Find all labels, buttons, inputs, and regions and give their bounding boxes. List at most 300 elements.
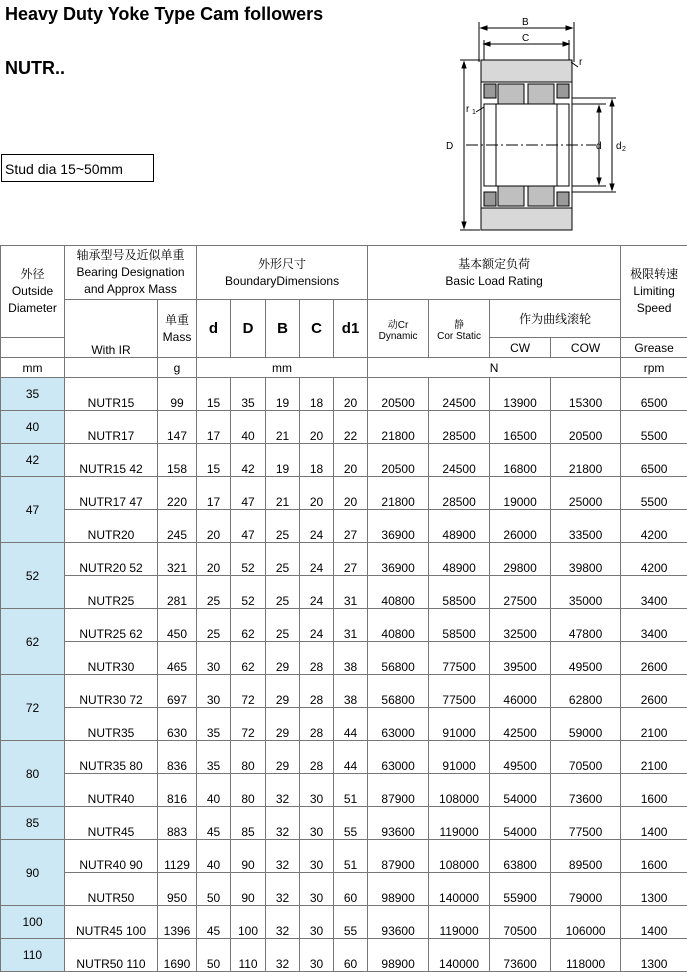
cell-speed: 1400 xyxy=(621,906,687,939)
outside-diameter-header xyxy=(1,246,65,338)
cell-mass: 1129 xyxy=(158,840,197,873)
cell-speed: 1600 xyxy=(621,840,687,873)
label-r1: r xyxy=(466,104,470,115)
unit-load: N xyxy=(368,358,621,378)
cell-mass: 816 xyxy=(158,774,197,807)
cell-B: 21 xyxy=(266,411,300,444)
label-r1-sub: 1 xyxy=(472,109,476,116)
cell-d: 17 xyxy=(197,411,231,444)
cell-cw: 73600 xyxy=(490,939,551,972)
cell-cor: 48900 xyxy=(429,543,490,576)
cell-d: 40 xyxy=(197,840,231,873)
cell-d1: 55 xyxy=(334,807,368,840)
cell-mass: 245 xyxy=(158,510,197,543)
cell-C: 28 xyxy=(300,741,334,774)
cell-cw: 70500 xyxy=(490,906,551,939)
outside-diameter-cell: 110 xyxy=(1,939,65,972)
cell-cor: 77500 xyxy=(429,642,490,675)
outside-diameter-cell: 100 xyxy=(1,906,65,939)
desig-en2: and Approx Mass xyxy=(65,281,196,298)
outside-diameter-cell: 52 xyxy=(1,543,65,609)
cell-speed: 3400 xyxy=(621,576,687,609)
cell-cow: 15300 xyxy=(551,378,621,411)
cell-C: 28 xyxy=(300,708,334,741)
cell-cor: 140000 xyxy=(429,939,490,972)
cell-cor: 28500 xyxy=(429,477,490,510)
cell-d1: 27 xyxy=(334,543,368,576)
od-en2: Diameter xyxy=(1,300,64,317)
cell-mass: 321 xyxy=(158,543,197,576)
page-title: Heavy Duty Yoke Type Cam followers xyxy=(5,4,323,25)
cell-D: 90 xyxy=(231,840,266,873)
curve-roller-header: 作为曲线滚轮 xyxy=(490,300,621,338)
desig-cn: 轴承型号及近似单重 xyxy=(65,247,196,264)
cell-d: 35 xyxy=(197,708,231,741)
cell-cow: 77500 xyxy=(551,807,621,840)
cell-B: 32 xyxy=(266,807,300,840)
limiting-speed-header xyxy=(621,246,687,338)
table-row xyxy=(1,939,687,972)
cell-desig: NUTR25 62 xyxy=(65,609,158,642)
stat-en: Cor Static xyxy=(429,331,489,342)
cell-d1: 55 xyxy=(334,906,368,939)
cell-cw: 19000 xyxy=(490,477,551,510)
cell-mass: 158 xyxy=(158,444,197,477)
cell-cr: 21800 xyxy=(368,411,429,444)
cell-B: 32 xyxy=(266,906,300,939)
cell-B: 19 xyxy=(266,378,300,411)
cell-cw: 55900 xyxy=(490,873,551,906)
dyn-en: Dynamic xyxy=(368,331,428,342)
cell-cr: 36900 xyxy=(368,510,429,543)
table-row xyxy=(1,906,687,939)
cell-D: 35 xyxy=(231,378,266,411)
cell-cr: 40800 xyxy=(368,576,429,609)
cell-cow: 89500 xyxy=(551,840,621,873)
cell-d: 25 xyxy=(197,576,231,609)
cell-desig: NUTR20 xyxy=(65,510,158,543)
cell-cr: 40800 xyxy=(368,609,429,642)
cell-C: 30 xyxy=(300,840,334,873)
cell-desig: NUTR15 xyxy=(65,378,158,411)
cell-speed: 6500 xyxy=(621,378,687,411)
cell-cow: 79000 xyxy=(551,873,621,906)
cell-cor: 24500 xyxy=(429,444,490,477)
cell-cor: 77500 xyxy=(429,675,490,708)
cell-speed: 2600 xyxy=(621,642,687,675)
cell-D: 62 xyxy=(231,609,266,642)
mass-en: Mass xyxy=(158,329,196,346)
cell-D: 40 xyxy=(231,411,266,444)
col-B: B xyxy=(266,300,300,358)
cell-d: 17 xyxy=(197,477,231,510)
cell-cr: 87900 xyxy=(368,774,429,807)
cell-cor: 48900 xyxy=(429,510,490,543)
load-rating-header xyxy=(368,246,621,300)
cell-speed: 6500 xyxy=(621,444,687,477)
cell-speed: 3400 xyxy=(621,609,687,642)
cell-desig: NUTR40 xyxy=(65,774,158,807)
cell-cor: 91000 xyxy=(429,708,490,741)
cell-cw: 13900 xyxy=(490,378,551,411)
cell-mass: 883 xyxy=(158,807,197,840)
cell-desig: NUTR45 100 xyxy=(65,906,158,939)
cell-mass: 950 xyxy=(158,873,197,906)
cell-speed: 1300 xyxy=(621,939,687,972)
cell-B: 32 xyxy=(266,774,300,807)
cell-desig: NUTR50 xyxy=(65,873,158,906)
cell-B: 19 xyxy=(266,444,300,477)
table-body xyxy=(1,246,687,972)
cell-desig: NUTR17 xyxy=(65,411,158,444)
cell-speed: 4200 xyxy=(621,543,687,576)
cell-cw: 29800 xyxy=(490,543,551,576)
cell-d: 50 xyxy=(197,939,231,972)
cell-mass: 450 xyxy=(158,609,197,642)
cell-cr: 56800 xyxy=(368,642,429,675)
col-d: d xyxy=(197,300,231,358)
cell-C: 20 xyxy=(300,411,334,444)
mass-header xyxy=(158,300,197,358)
cell-d1: 38 xyxy=(334,675,368,708)
cell-cw: 49500 xyxy=(490,741,551,774)
cell-desig: NUTR45 xyxy=(65,807,158,840)
cell-D: 110 xyxy=(231,939,266,972)
cell-cw: 63800 xyxy=(490,840,551,873)
cell-cw: 54000 xyxy=(490,807,551,840)
table-row xyxy=(1,378,687,411)
unit-speed: rpm xyxy=(621,358,687,378)
cell-B: 32 xyxy=(266,840,300,873)
cell-B: 32 xyxy=(266,873,300,906)
cell-cow: 59000 xyxy=(551,708,621,741)
cell-B: 25 xyxy=(266,609,300,642)
bearing-cross-section-drawing xyxy=(436,12,646,242)
cell-d1: 31 xyxy=(334,609,368,642)
cell-cr: 93600 xyxy=(368,906,429,939)
cell-C: 30 xyxy=(300,774,334,807)
label-d2-sub: 2 xyxy=(622,146,626,153)
label-B: B xyxy=(522,17,529,28)
cell-C: 28 xyxy=(300,642,334,675)
cell-cor: 108000 xyxy=(429,774,490,807)
cell-cow: 47800 xyxy=(551,609,621,642)
designation-header xyxy=(65,246,197,300)
cell-d1: 51 xyxy=(334,774,368,807)
outside-diameter-cell: 35 xyxy=(1,378,65,411)
cell-desig: NUTR30 72 xyxy=(65,675,158,708)
table-row xyxy=(1,576,687,609)
cell-D: 47 xyxy=(231,510,266,543)
mass-cn: 单重 xyxy=(158,312,196,329)
cell-C: 24 xyxy=(300,510,334,543)
cell-speed: 2100 xyxy=(621,708,687,741)
static-header xyxy=(429,300,490,358)
cell-speed: 2600 xyxy=(621,675,687,708)
cell-cor: 28500 xyxy=(429,411,490,444)
cell-speed: 1300 xyxy=(621,873,687,906)
cell-C: 18 xyxy=(300,378,334,411)
cell-d: 30 xyxy=(197,675,231,708)
cell-d1: 44 xyxy=(334,741,368,774)
cell-C: 30 xyxy=(300,807,334,840)
outside-diameter-cell: 42 xyxy=(1,444,65,477)
cell-cow: 73600 xyxy=(551,774,621,807)
cell-d1: 31 xyxy=(334,576,368,609)
cell-C: 30 xyxy=(300,873,334,906)
cell-cr: 63000 xyxy=(368,741,429,774)
cell-cor: 24500 xyxy=(429,378,490,411)
cell-d: 15 xyxy=(197,378,231,411)
cell-D: 80 xyxy=(231,774,266,807)
cell-speed: 1400 xyxy=(621,807,687,840)
cell-d1: 20 xyxy=(334,378,368,411)
cell-D: 52 xyxy=(231,576,266,609)
cell-mass: 1690 xyxy=(158,939,197,972)
bound-en: BoundaryDimensions xyxy=(197,273,367,290)
cell-d: 40 xyxy=(197,774,231,807)
cell-desig: NUTR40 90 xyxy=(65,840,158,873)
cell-mass: 147 xyxy=(158,411,197,444)
cell-B: 25 xyxy=(266,543,300,576)
table-row xyxy=(1,675,687,708)
od-cn: 外径 xyxy=(1,266,64,283)
outside-diameter-cell: 47 xyxy=(1,477,65,543)
cell-cr: 98900 xyxy=(368,873,429,906)
table-row xyxy=(1,807,687,840)
cell-cor: 119000 xyxy=(429,807,490,840)
cell-cw: 16800 xyxy=(490,444,551,477)
od-blank xyxy=(1,338,65,358)
speed-en2: Speed xyxy=(621,300,687,317)
cell-d1: 20 xyxy=(334,477,368,510)
cell-cr: 98900 xyxy=(368,939,429,972)
cell-cow: 33500 xyxy=(551,510,621,543)
table-row xyxy=(1,741,687,774)
cell-C: 20 xyxy=(300,477,334,510)
cell-C: 28 xyxy=(300,675,334,708)
cell-d1: 20 xyxy=(334,444,368,477)
cell-cow: 106000 xyxy=(551,906,621,939)
cell-D: 85 xyxy=(231,807,266,840)
col-C: C xyxy=(300,300,334,358)
cell-d1: 51 xyxy=(334,840,368,873)
cell-cow: 35000 xyxy=(551,576,621,609)
col-d1: d1 xyxy=(334,300,368,358)
cell-d: 20 xyxy=(197,543,231,576)
cell-cr: 20500 xyxy=(368,444,429,477)
cell-B: 32 xyxy=(266,939,300,972)
dynamic-header xyxy=(368,300,429,358)
cell-B: 25 xyxy=(266,576,300,609)
cell-C: 24 xyxy=(300,543,334,576)
cell-cr: 20500 xyxy=(368,378,429,411)
cell-cow: 62800 xyxy=(551,675,621,708)
outside-diameter-cell: 62 xyxy=(1,609,65,675)
cell-cr: 21800 xyxy=(368,477,429,510)
cell-d: 50 xyxy=(197,873,231,906)
cell-desig: NUTR20 52 xyxy=(65,543,158,576)
cell-cw: 46000 xyxy=(490,675,551,708)
desig-en1: Bearing Designation xyxy=(65,264,196,281)
cell-desig: NUTR25 xyxy=(65,576,158,609)
table-row xyxy=(1,708,687,741)
cell-mass: 630 xyxy=(158,708,197,741)
cell-D: 72 xyxy=(231,708,266,741)
table-row xyxy=(1,774,687,807)
label-C: C xyxy=(522,33,529,44)
col-cw: CW xyxy=(490,338,551,358)
cell-B: 29 xyxy=(266,708,300,741)
cell-d: 25 xyxy=(197,609,231,642)
col-D: D xyxy=(231,300,266,358)
cell-D: 52 xyxy=(231,543,266,576)
cell-D: 100 xyxy=(231,906,266,939)
speed-en1: Limiting xyxy=(621,283,687,300)
cell-B: 21 xyxy=(266,477,300,510)
outside-diameter-cell: 80 xyxy=(1,741,65,807)
cell-cor: 58500 xyxy=(429,609,490,642)
cell-speed: 2100 xyxy=(621,741,687,774)
cell-D: 72 xyxy=(231,675,266,708)
unit-mass: g xyxy=(158,358,197,378)
boundary-dimensions-header xyxy=(197,246,368,300)
table-row xyxy=(1,873,687,906)
cell-cw: 26000 xyxy=(490,510,551,543)
cell-d1: 22 xyxy=(334,411,368,444)
with-ir-header: With IR xyxy=(65,300,158,358)
cell-cw: 16500 xyxy=(490,411,551,444)
cell-cw: 54000 xyxy=(490,774,551,807)
cell-cow: 20500 xyxy=(551,411,621,444)
unit-desig-blank xyxy=(65,358,158,378)
load-en: Basic Load Rating xyxy=(368,273,620,290)
cell-C: 24 xyxy=(300,576,334,609)
cell-cor: 140000 xyxy=(429,873,490,906)
cell-d1: 27 xyxy=(334,510,368,543)
cell-cow: 118000 xyxy=(551,939,621,972)
cell-mass: 99 xyxy=(158,378,197,411)
page-header xyxy=(0,0,687,245)
cell-cow: 70500 xyxy=(551,741,621,774)
cell-D: 47 xyxy=(231,477,266,510)
cell-mass: 465 xyxy=(158,642,197,675)
unit-dimensions: mm xyxy=(197,358,368,378)
cell-desig: NUTR15 42 xyxy=(65,444,158,477)
cell-cw: 42500 xyxy=(490,708,551,741)
table-row xyxy=(1,477,687,510)
table-row xyxy=(1,411,687,444)
table-row xyxy=(1,510,687,543)
cell-C: 30 xyxy=(300,906,334,939)
cell-C: 24 xyxy=(300,609,334,642)
col-grease: Grease xyxy=(621,338,687,358)
cell-desig: NUTR30 xyxy=(65,642,158,675)
cell-mass: 220 xyxy=(158,477,197,510)
cell-cr: 36900 xyxy=(368,543,429,576)
series-name: NUTR.. xyxy=(5,58,65,79)
stud-diameter-label: Stud dia 15~50mm xyxy=(1,154,154,182)
label-d2: d xyxy=(616,141,622,152)
cell-mass: 697 xyxy=(158,675,197,708)
cell-d: 30 xyxy=(197,642,231,675)
cell-speed: 4200 xyxy=(621,510,687,543)
outside-diameter-cell: 72 xyxy=(1,675,65,741)
specification-table xyxy=(0,245,687,972)
table-row xyxy=(1,840,687,873)
cell-B: 29 xyxy=(266,741,300,774)
cell-d: 45 xyxy=(197,807,231,840)
cell-cr: 56800 xyxy=(368,675,429,708)
cell-D: 90 xyxy=(231,873,266,906)
cell-desig: NUTR50 110 xyxy=(65,939,158,972)
label-D: D xyxy=(446,141,453,152)
cell-cw: 39500 xyxy=(490,642,551,675)
cell-B: 25 xyxy=(266,510,300,543)
load-cn: 基本额定负荷 xyxy=(368,256,620,273)
cell-d: 45 xyxy=(197,906,231,939)
cell-cw: 32500 xyxy=(490,609,551,642)
cell-cor: 108000 xyxy=(429,840,490,873)
cell-C: 30 xyxy=(300,939,334,972)
cell-mass: 1396 xyxy=(158,906,197,939)
cell-d: 15 xyxy=(197,444,231,477)
cell-cr: 87900 xyxy=(368,840,429,873)
cell-cr: 63000 xyxy=(368,708,429,741)
table-row xyxy=(1,444,687,477)
stat-cn: 静 xyxy=(429,316,489,331)
cell-cor: 58500 xyxy=(429,576,490,609)
cell-cw: 27500 xyxy=(490,576,551,609)
table-row xyxy=(1,543,687,576)
cell-cow: 21800 xyxy=(551,444,621,477)
cell-d1: 60 xyxy=(334,939,368,972)
cell-d: 35 xyxy=(197,741,231,774)
outside-diameter-cell: 85 xyxy=(1,807,65,840)
cell-cr: 93600 xyxy=(368,807,429,840)
cell-C: 18 xyxy=(300,444,334,477)
cell-mass: 836 xyxy=(158,741,197,774)
col-cow: COW xyxy=(551,338,621,358)
cell-d: 20 xyxy=(197,510,231,543)
cell-D: 42 xyxy=(231,444,266,477)
cell-cow: 25000 xyxy=(551,477,621,510)
table-row xyxy=(1,609,687,642)
unit-od: mm xyxy=(1,358,65,378)
outside-diameter-cell: 90 xyxy=(1,840,65,906)
od-en1: Outside xyxy=(1,283,64,300)
cell-desig: NUTR17 47 xyxy=(65,477,158,510)
label-d: d xyxy=(596,141,602,152)
cell-D: 62 xyxy=(231,642,266,675)
bound-cn: 外形尺寸 xyxy=(197,256,367,273)
speed-cn: 极限转速 xyxy=(621,266,687,283)
cell-mass: 281 xyxy=(158,576,197,609)
cell-D: 80 xyxy=(231,741,266,774)
cell-cor: 91000 xyxy=(429,741,490,774)
cell-speed: 5500 xyxy=(621,477,687,510)
table-row xyxy=(1,642,687,675)
cell-d1: 60 xyxy=(334,873,368,906)
cell-desig: NUTR35 xyxy=(65,708,158,741)
outside-diameter-cell: 40 xyxy=(1,411,65,444)
cell-d1: 38 xyxy=(334,642,368,675)
cell-speed: 1600 xyxy=(621,774,687,807)
cell-speed: 5500 xyxy=(621,411,687,444)
cell-cow: 39800 xyxy=(551,543,621,576)
cell-cow: 49500 xyxy=(551,642,621,675)
cell-d1: 44 xyxy=(334,708,368,741)
